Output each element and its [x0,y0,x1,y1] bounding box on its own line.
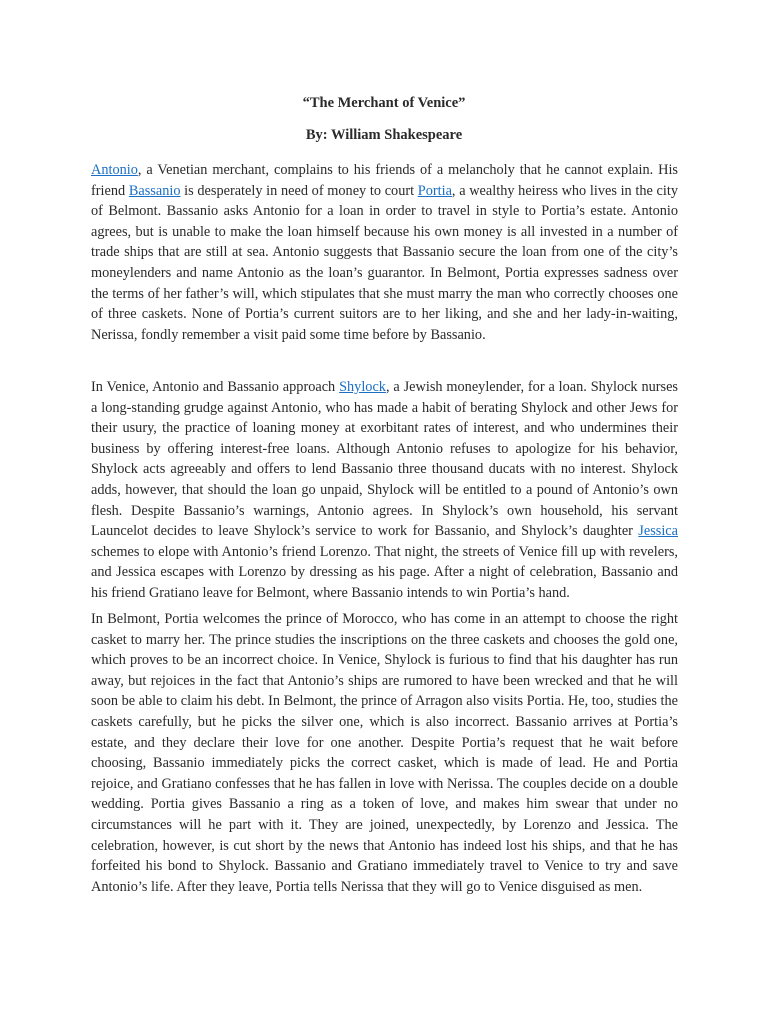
paragraph-text: , a Venetian merchant, complains to his friends of a melancholy that he cannot explain. His friend [91,162,678,199]
link-bassanio[interactable]: Bassanio [128,182,181,199]
paragraph-text: In Belmont, Portia welcomes the prince of Morocco, who has come in an attempt to choose the right casket to marry her. The prince studies the inscriptions on the three caskets and chooses the gold one, which proves to be an incorrect choice. In Venice, Shylock is furious to find that his daughter has run away, but rejoices in the fact that Antonio’s ships are rumored to have been wrecked and that he will soon be able to claim his debt. In Belmont, the prince of Arragon also visits Portia. He, too, studies the caskets carefully, but he picks the silver one, which is also incorrect. Bassanio arrives at Portia’s estate, and they declare their love for one another. Despite Portia’s request that he wait before choosing, Bassanio immediately picks the correct casket, which is made of lead. He and Portia rejoice, and Gratiano confesses that he has fallen in love with Nerissa. The couples decide on a double wedding. Portia gives Bassanio a ring as a token of love, and makes him swear that under no circumstances will he part with it. They are joined, unexpectedly, by Lorenzo and Jessica. The celebration, however, is cut short by the news that Antonio has indeed lost his ships, and that he has forfeited his bond to Shylock. Bassanio and Gratiano immediately travel to Venice to try and save Antonio’s life. After they leave, Portia tells Nerissa that they will go to Venice disguised as men. [91,611,678,895]
link-shylock[interactable]: Shylock [339,379,386,395]
link-jessica[interactable]: Jessica [638,523,678,540]
paragraph-1 [91,160,678,345]
paragraph-text: , a wealthy heiress who lives in the city of Belmont. Bassanio asks Antonio for a loan in order to travel in style to Portia’s estate. Antonio agrees, but is unable to make the loan himself because his own money is all invested in a number of trade ships that are still at sea. Antonio suggests that Bassanio secure the loan from one of the city’s moneylenders and name Antonio as the loan’s guarantor. In Belmont, Portia expresses sadness over the terms of her father’s will, which stipulates that she must marry the man who correctly chooses one of three caskets. None of Portia’s current suitors are to her liking, and she and her lady-in-waiting, Nerissa, fondly remember a visit paid some time before by Bassanio. [91,182,678,343]
link-portia[interactable]: Portia [417,182,452,199]
document-title: “The Merchant of Venice” [302,95,466,111]
paragraph-3 [91,609,678,897]
document-byline: By: William Shakespeare [305,127,463,143]
paragraph-text: , a Jewish moneylender, for a loan. Shylock nurses a long-standing grudge against Antonio, who has made a habit of berating Shylock and other Jews for their usury, the practice of loaning money at exorbitant rates of interest, and who undermines their business by offering interest-free loans. Although Antonio refuses to apologize for his behavior, Shylock acts agreeably and offers to lend Bassanio three thousand ducats with no interest. Shylock adds, however, that should the loan go unpaid, Shylock will be entitled to a pound of Antonio’s own flesh. Despite Bassanio’s warnings, Antonio agrees. In Shylock’s own household, his servant Launcelot decides to leave Shylock’s service to work for Bassanio, and Shylock’s daughter [91,379,678,540]
paragraph-text: In Venice, Antonio and Bassanio approach [91,379,340,395]
paragraph-text: schemes to elope with Antonio’s friend Lorenzo. That night, the streets of Venice fill up with revelers, and Jessica escapes with Lorenzo by dressing as his page. After a night of celebration, Bassanio and his friend Gratiano leave for Belmont, where Bassanio intends to win Portia’s hand. [91,543,678,601]
paragraph-text: is desperately in need of money to court [180,182,418,199]
link-antonio[interactable]: Antonio [91,162,138,178]
paragraph-2 [91,377,678,604]
